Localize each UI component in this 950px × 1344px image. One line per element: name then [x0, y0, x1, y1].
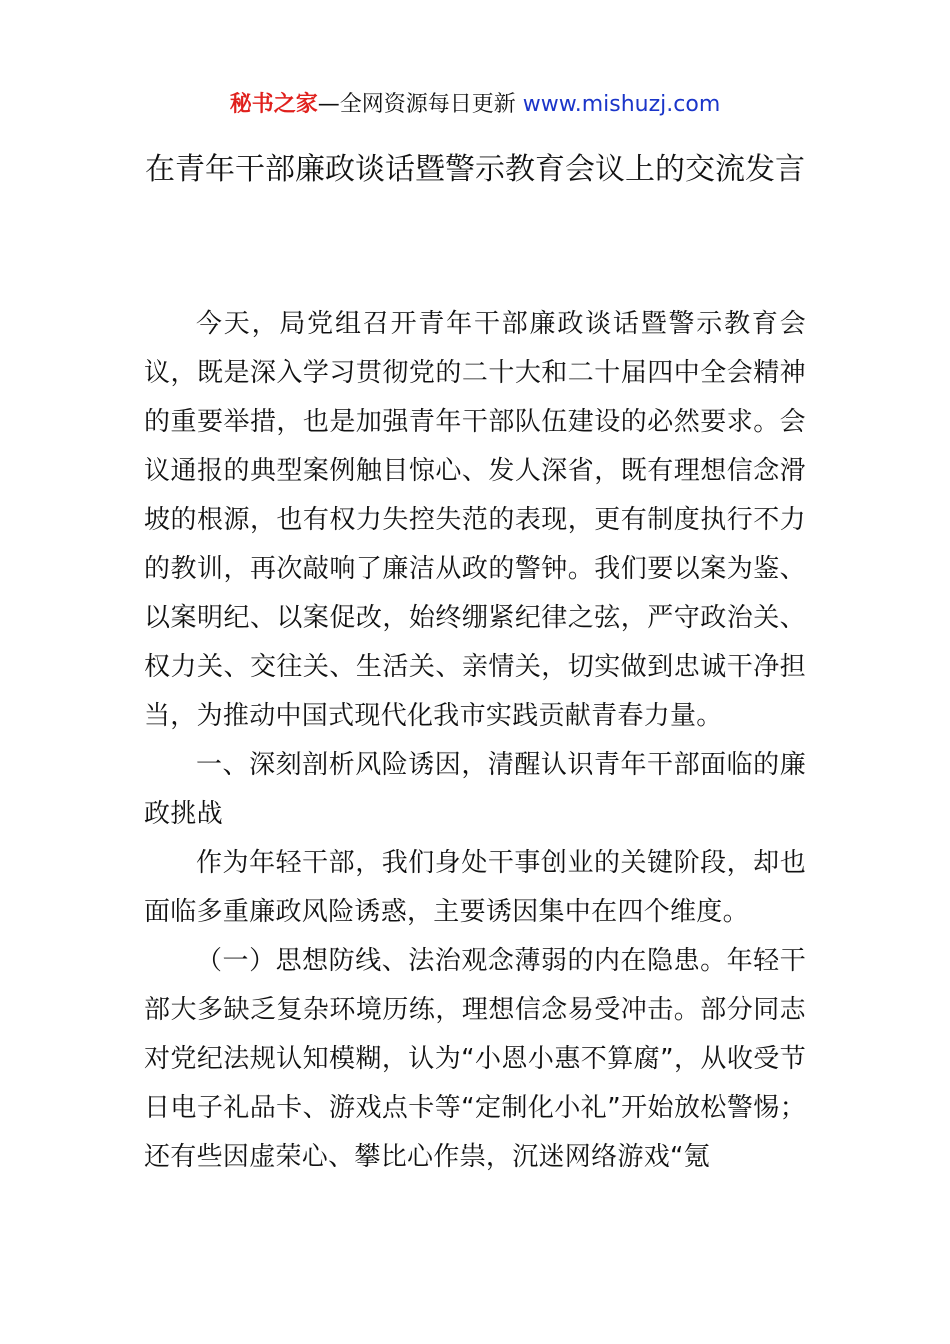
site-url-link[interactable]: www.mishuzj.com	[522, 92, 721, 117]
subsection-1-paragraph: （一）思想防线、法治观念薄弱的内在隐患。年轻干部大多缺乏复杂环境历练，理想信念易受冲击。部分同志对党纪法规认知模糊，认为“小恩小惠不算腐”，从收受节日电子礼品卡、游戏点卡等“定制化小礼”开始放松警惕；还有些因虚荣心、攀比心作祟，沉迷网络游戏“氪	[144, 946, 806, 1172]
header-slogan: —全网资源每日更新	[317, 92, 523, 117]
document-body	[144, 300, 806, 1182]
intro-paragraph: 今天，局党组召开青年干部廉政谈话暨警示教育会议，既是深入学习贯彻党的二十大和二十届四中全会精神的重要举措，也是加强青年干部队伍建设的必然要求。会议通报的典型案例触目惊心、发人深省，既有理想信念滑坡的根源，也有权力失控失范的表现，更有制度执行不力的教训，再次敲响了廉洁从政的警钟。我们要以案为鉴、以案明纪、以案促改，始终绷紧纪律之弦，严守政治关、权力关、交往关、生活关、亲情关，切实做到忠诚干净担当，为推动中国式现代化我市实践贡献青春力量。	[144, 309, 806, 731]
section-heading-1: 一、深刻剖析风险诱因，清醒认识青年干部面临的廉政挑战	[144, 750, 806, 829]
document-title: 在青年干部廉政谈话暨警示教育会议上的交流发言	[145, 152, 805, 187]
section-1-paragraph: 作为年轻干部，我们身处干事创业的关键阶段，却也面临多重廉政风险诱惑，主要诱因集中在四个维度。	[144, 848, 806, 927]
site-header	[0, 88, 950, 122]
brand-name: 秘书之家	[229, 92, 318, 117]
